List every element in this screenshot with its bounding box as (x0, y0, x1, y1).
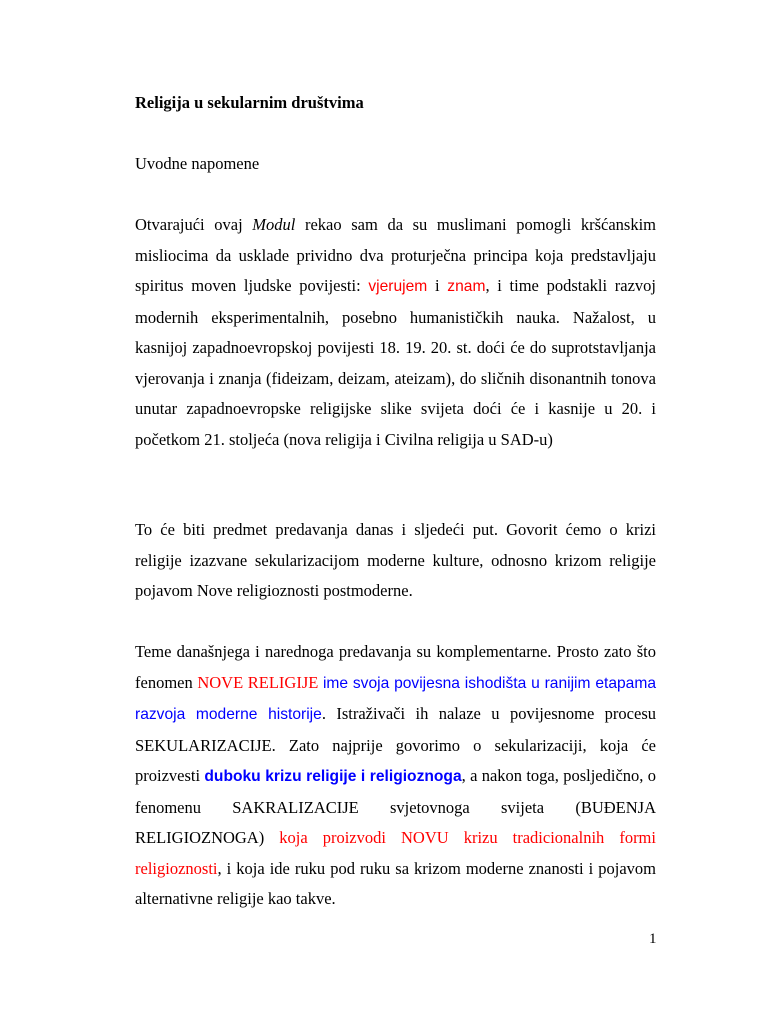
paragraph-1-text: i (427, 276, 448, 295)
page-number: 1 (649, 931, 657, 947)
paragraph-3-text: , i koja ide ruku pod ruku sa krizom moderne znanosti i pojavom alternativne religije kao takve. (135, 858, 656, 908)
historija-highlight: ime svoja povijesna ishodišta u ranijim etapama razvoja moderne historije (135, 674, 657, 723)
paragraph-2: To će biti predmet predavanja danas i sljedeći put. Govorit ćemo o krizi religije izazvane sekularizacijom moderne kulture, odnosno krizom religije pojavom Nove religioznosti postmoderne. (135, 520, 656, 600)
paragraph-1 (135, 210, 656, 455)
kriza-religije-highlight: duboku krizu religije i religioznoga (204, 768, 462, 785)
znam-highlight: znam (447, 278, 486, 295)
paragraph-1-text: rekao sam da su muslimani pomogli kršćanskim misliocima da usklade prividno dva proturječna principa koja predstavljaju spiritus moven ljudske povijesti: (135, 215, 656, 295)
paragraph-3-text: , a nakon toga, posljedično, o fenomenu SAKRALIZACIJE svjetovnoga svijeta (BUĐENJA RELIGIOZNOGA) (135, 766, 656, 847)
paragraph-3-text: . Istraživači ih nalaze u povijesnome procesu SEKULARIZACIJE. Zato najprije govorimo o sekularizaciji, koja će proizvesti (135, 704, 656, 785)
document-title: Religija u sekularnim društvima (135, 93, 364, 112)
paragraph-1-text: Otvarajući ovaj (135, 215, 253, 234)
nova-kriza-highlight: koja proizvodi NOVU krizu tradicionalnih formi religioznosti (135, 828, 656, 878)
vjerujem-highlight: vjerujem (368, 278, 428, 295)
modul-term: Modul (252, 215, 296, 234)
section-heading: Uvodne napomene (135, 154, 260, 173)
paragraph-3 (135, 637, 656, 915)
paragraph-1-text: , i time podstakli razvoj modernih eksperimentalnih, posebno humanističkih nauka. Nažalost, u kasnijoj zapadnoevropskoj povijesti 18. 19. 20. st. doći će do suprotstavljanja vjerovanja i znanja (fideizam, deizam, ateizam), do sličnih disonantnih tonova unutar zapadnoevropske religijske slike svijeta doći će i kasnije u 20. i početkom 21. stoljeća (nova religija i Civilna religija u SAD-u) (135, 276, 656, 449)
paragraph-3-text: Teme današnjega i narednoga predavanja su komplementarne. Prosto zato što fenomen (135, 642, 656, 692)
nova-religija-highlight: NOVE RELIGIJE (197, 672, 319, 692)
